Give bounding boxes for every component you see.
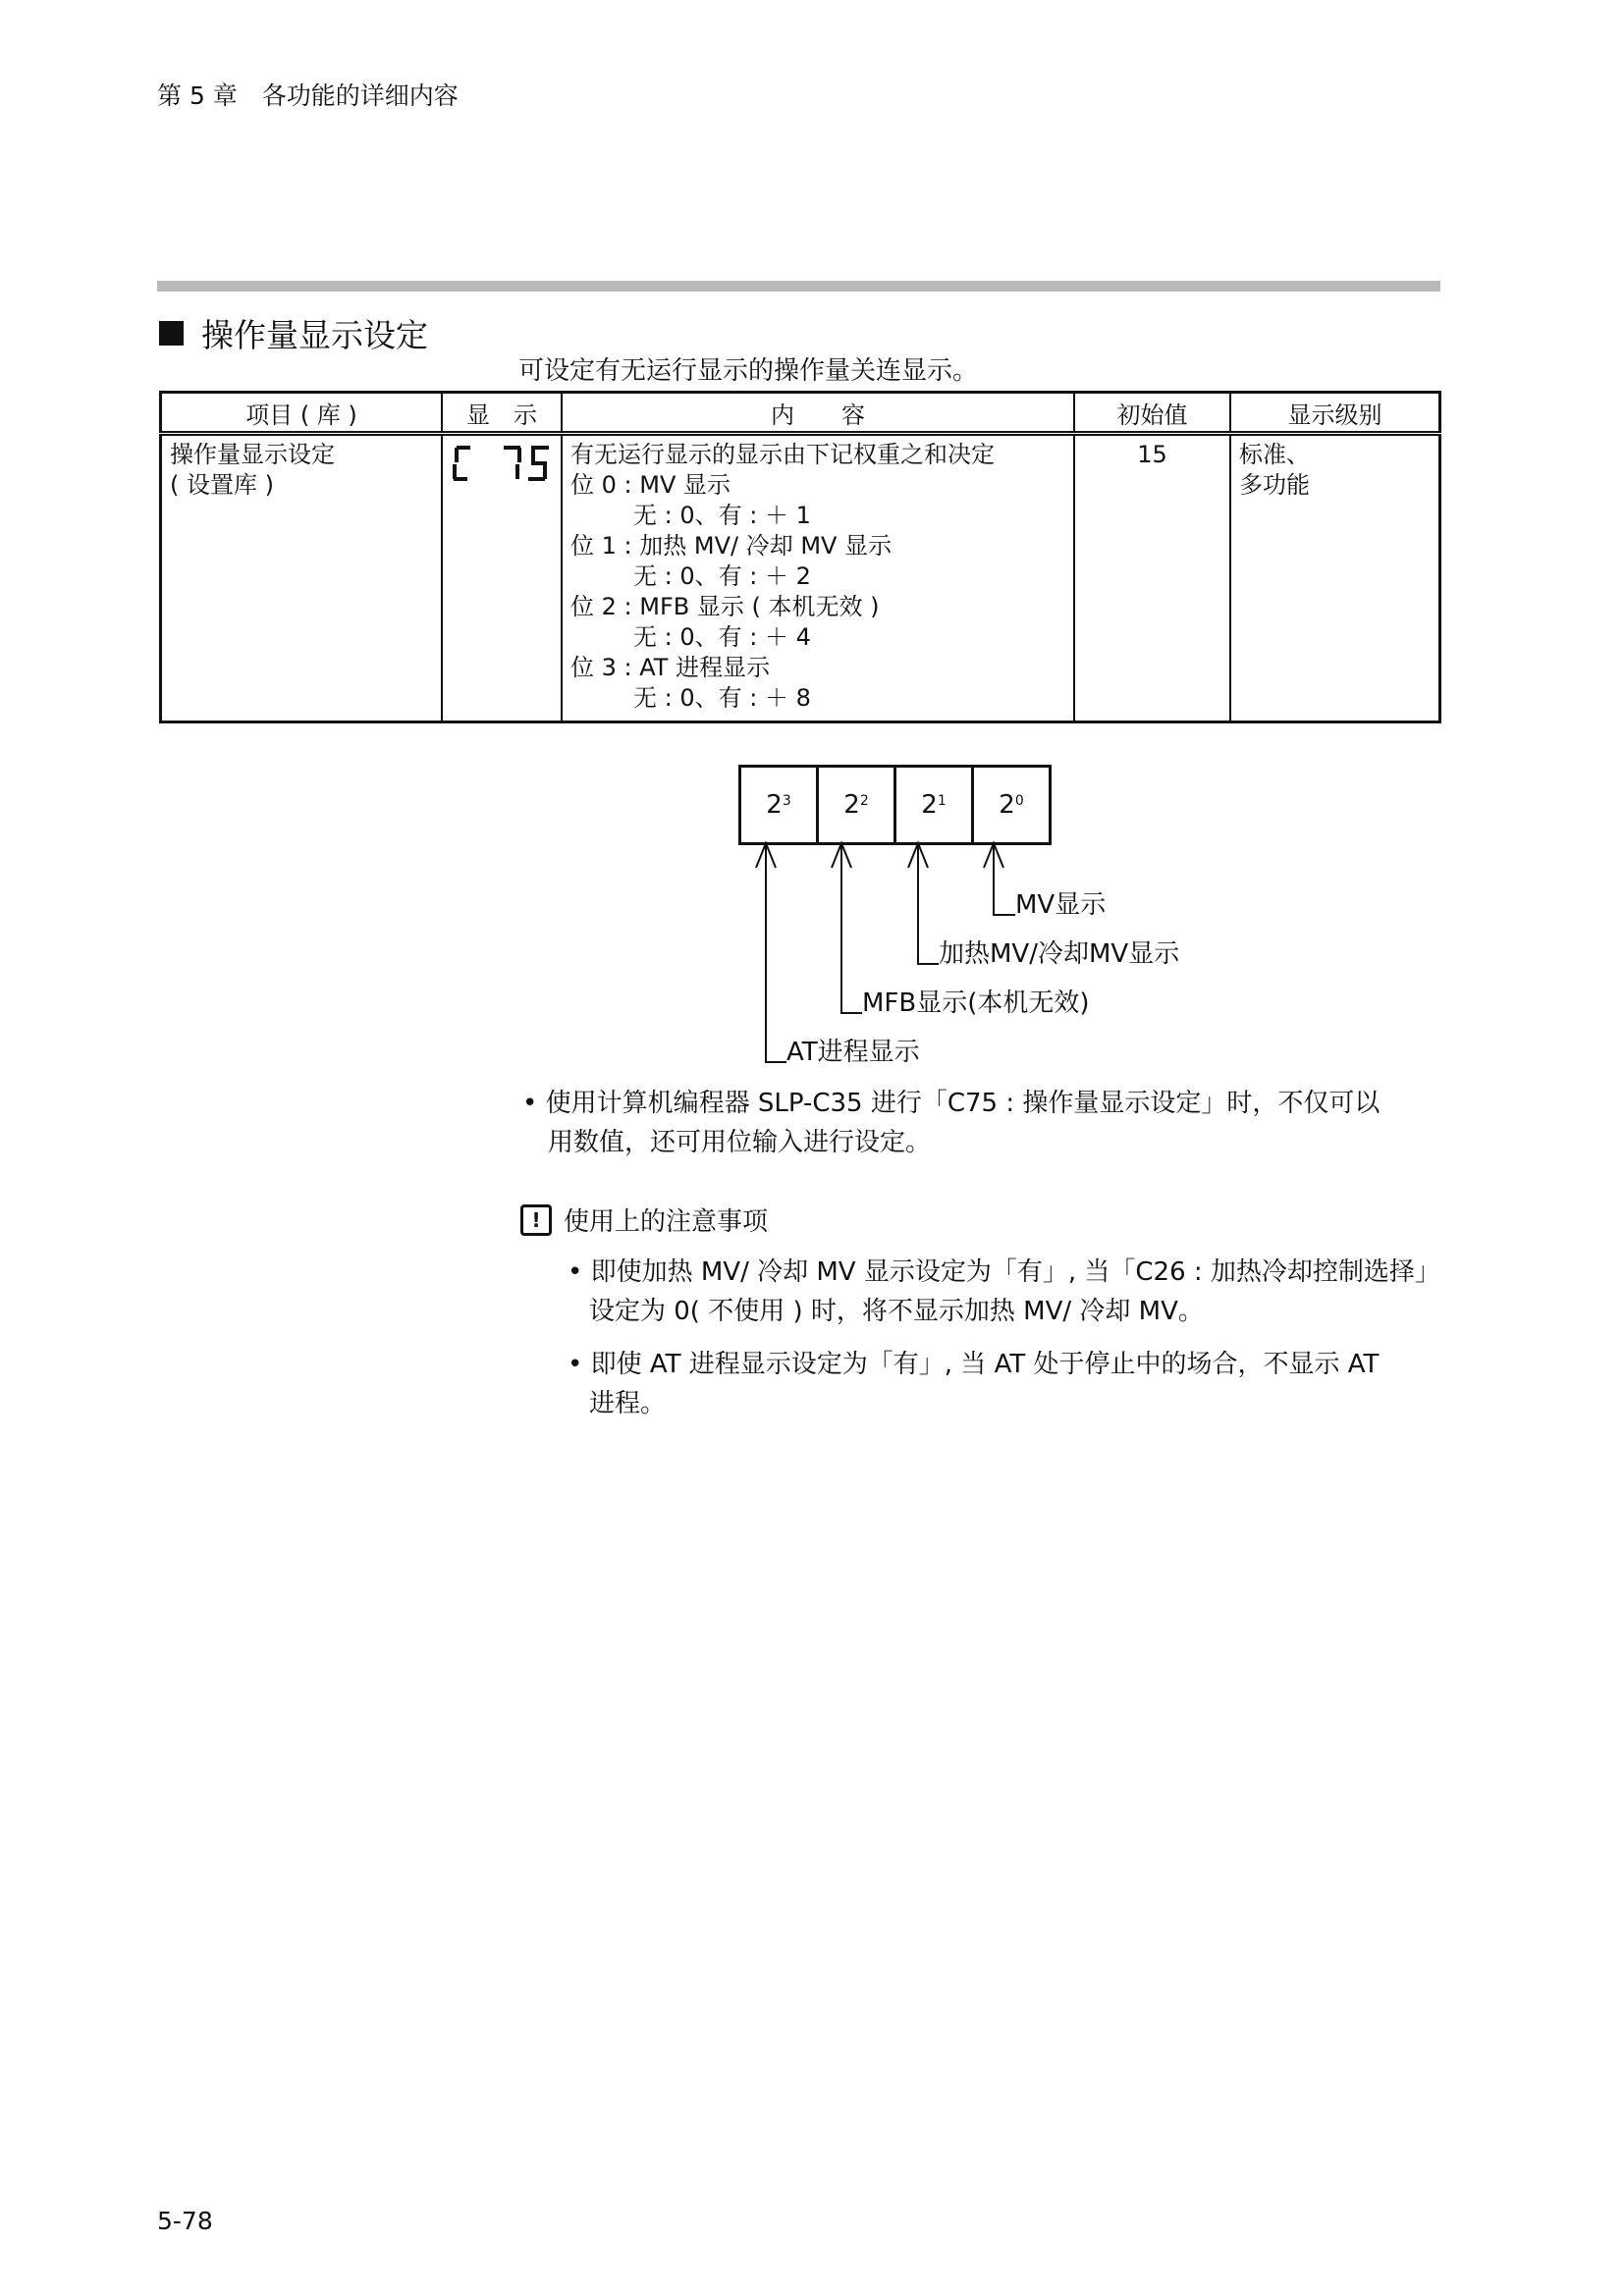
section-intro: 可设定有无运行显示的操作量关连显示。 bbox=[518, 356, 979, 386]
content-line-7: 位 3 : AT 进程显示 bbox=[570, 654, 771, 681]
cell-initial: 15 bbox=[1074, 434, 1230, 722]
bit-exp-0: 0 bbox=[1014, 793, 1024, 809]
header-initial: 初始值 bbox=[1074, 393, 1230, 434]
level-line-0: 标准、 bbox=[1239, 441, 1310, 468]
leader-bit-1 bbox=[918, 843, 939, 964]
content-line-0: 有无运行显示的显示由下记权重之和决定 bbox=[570, 441, 995, 468]
content-line-1: 位 0 : MV 显示 bbox=[570, 471, 731, 499]
caution-item-2 bbox=[568, 1345, 1379, 1423]
content-line-5: 位 2 : MFB 显示 ( 本机无效 ) bbox=[570, 593, 880, 620]
content-line-4: 无 : 0、有 : ＋ 2 bbox=[633, 562, 811, 590]
leader-bit-2 bbox=[841, 843, 862, 1013]
note-bullet-1-line-0: • 使用计算机编程器 SLP-C35 进行「C75 : 操作量显示设定」时，不仅可以 bbox=[522, 1089, 1380, 1118]
caution-item-2-line-0: • 即使 AT 进程显示设定为「有」, 当 AT 处于停止中的场合，不显示 AT bbox=[568, 1350, 1380, 1379]
header-content: 内 容 bbox=[562, 393, 1074, 434]
label-mfb-display: MFB显示(本机无效) bbox=[862, 988, 1090, 1018]
page-number: 5-78 bbox=[157, 2207, 213, 2235]
label-mv-display: MV显示 bbox=[1015, 890, 1107, 920]
header-level: 显示级别 bbox=[1230, 393, 1440, 434]
caution-item-1-line-0: • 即使加热 MV/ 冷却 MV 显示设定为「有」, 当「C26 : 加热冷却控制选择」 bbox=[568, 1257, 1440, 1287]
content-line-2: 无 : 0、有 : ＋ 1 bbox=[633, 502, 811, 529]
content-line-8: 无 : 0、有 : ＋ 8 bbox=[633, 684, 811, 712]
caution-title: 使用上的注意事项 bbox=[564, 1207, 769, 1237]
caution-item-1-line-1: 设定为 0( 不使用 ) 时，将不显示加热 MV/ 冷却 MV。 bbox=[589, 1297, 1204, 1326]
note-bullet-1-line-1: 用数值，还可用位输入进行设定。 bbox=[548, 1128, 932, 1157]
caution-heading bbox=[520, 1201, 768, 1238]
header-display: 显 示 bbox=[442, 393, 562, 434]
item-name: 操作量显示设定 bbox=[170, 441, 335, 468]
label-heat-cool-mv: 加热MV/冷却MV显示 bbox=[939, 939, 1180, 969]
item-bank: ( 设置库 ) bbox=[170, 471, 274, 499]
label-at-progress: AT进程显示 bbox=[786, 1038, 920, 1067]
content-line-3: 位 1 : 加热 MV/ 冷却 MV 显示 bbox=[570, 532, 893, 560]
bit-base-1: 2 bbox=[921, 790, 938, 820]
note-bullet-1 bbox=[522, 1084, 1380, 1162]
caution-item-2-line-1: 进程。 bbox=[589, 1389, 667, 1418]
bit-base-0: 2 bbox=[999, 790, 1015, 820]
chapter-header: 第 5 章 各功能的详细内容 bbox=[157, 81, 459, 110]
bit-base-3: 2 bbox=[766, 790, 783, 820]
caution-item-1 bbox=[568, 1253, 1440, 1331]
section-title-text: 操作量显示设定 bbox=[201, 316, 428, 354]
leader-bit-0 bbox=[994, 843, 1015, 915]
bit-exp-2: 2 bbox=[859, 793, 869, 809]
caution-icon: ! bbox=[520, 1204, 552, 1236]
level-line-1: 多功能 bbox=[1239, 471, 1310, 499]
bit-base-2: 2 bbox=[843, 790, 860, 820]
leader-bit-3 bbox=[766, 843, 786, 1062]
header-item: 项目 ( 库 ) bbox=[161, 393, 443, 434]
bit-exp-3: 3 bbox=[782, 793, 791, 809]
bit-exp-1: 1 bbox=[937, 793, 947, 809]
content-line-6: 无 : 0、有 : ＋ 4 bbox=[633, 623, 811, 651]
